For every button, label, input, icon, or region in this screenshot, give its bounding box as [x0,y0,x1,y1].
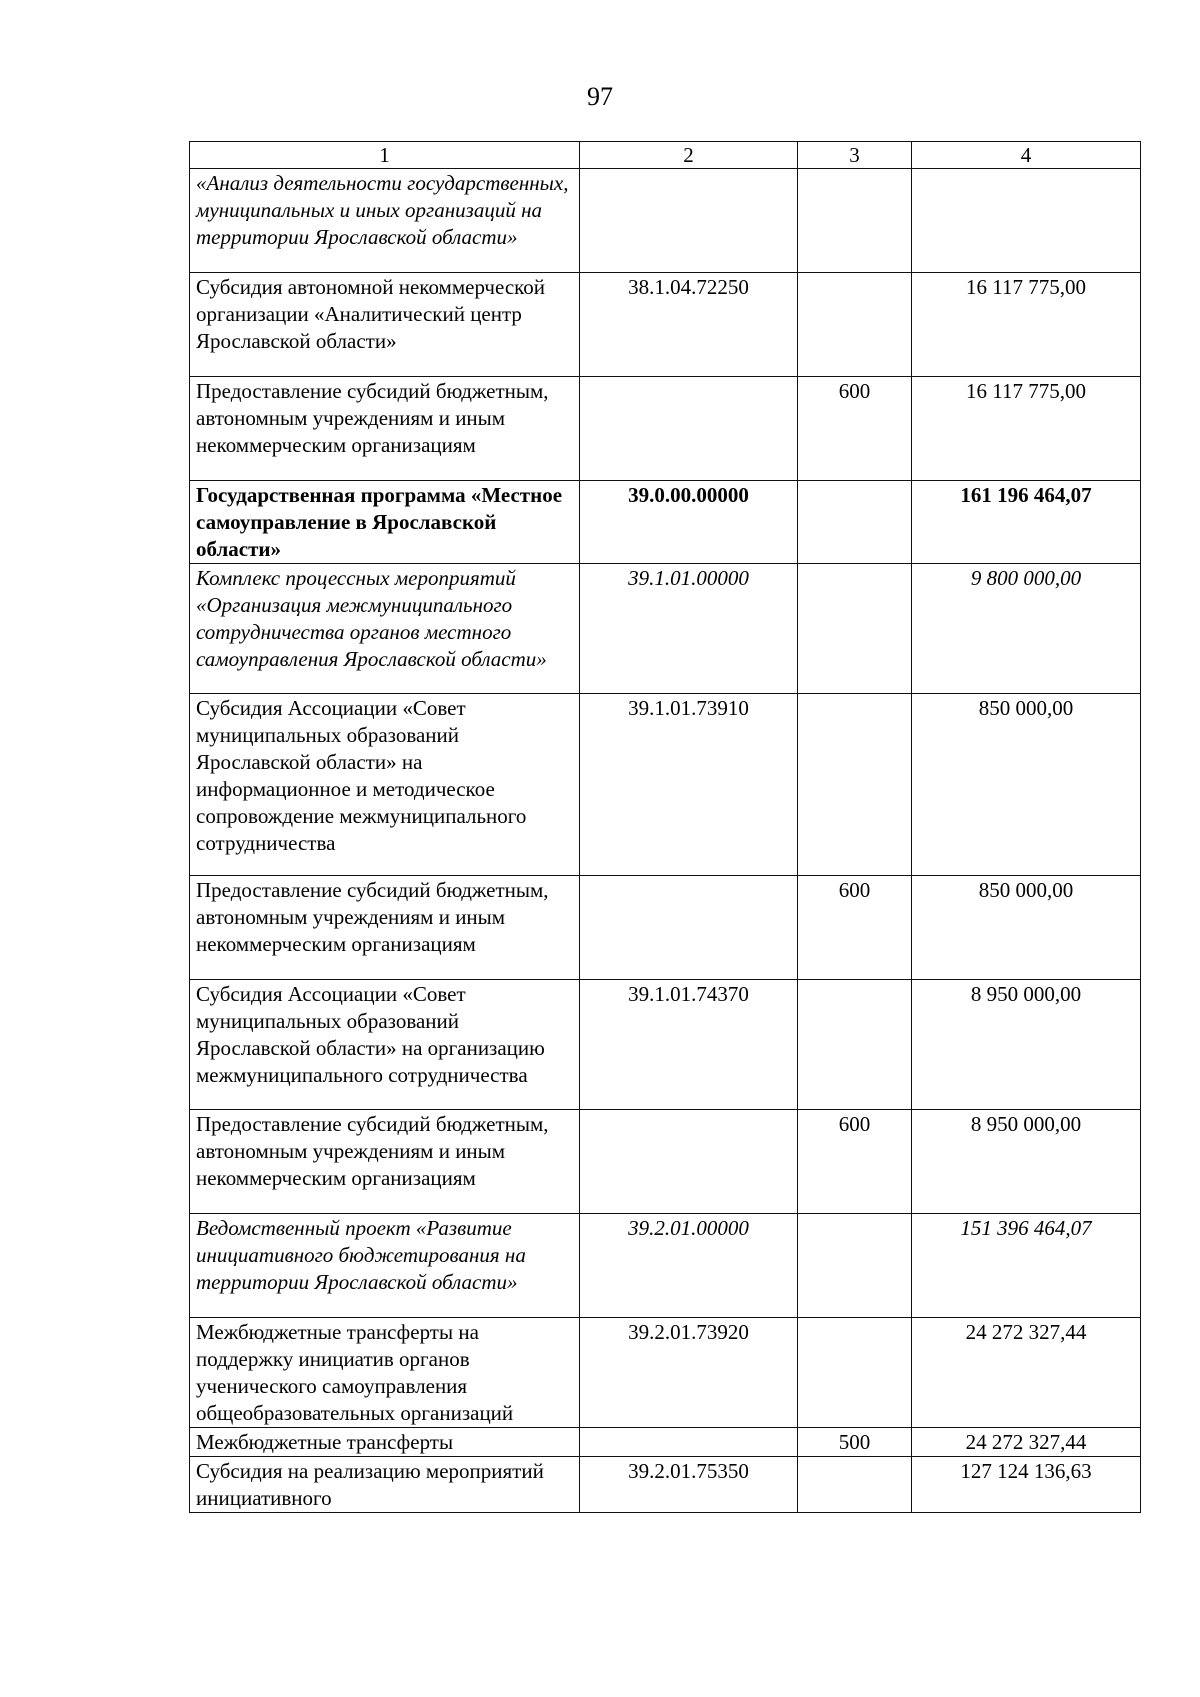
row-name-cell: Межбюджетные трансферты [190,1428,580,1457]
row-name-cell: Комплекс процессных мероприятий «Организация межмуниципального сотрудничества органов местного самоуправления Ярославской области» [190,564,580,694]
row-code-cell: 38.1.04.72250 [580,273,798,377]
table-row [190,1110,1141,1214]
table-row [190,1457,1141,1513]
table-body [190,169,1141,1513]
table-row [190,273,1141,377]
row-code-cell [580,377,798,481]
row-sum-cell: 161 196 464,07 [912,481,1141,564]
table-row [190,980,1141,1110]
row-type-cell [798,694,912,876]
row-code-cell: 39.0.00.00000 [580,481,798,564]
row-code-cell [580,876,798,980]
row-sum-cell: 850 000,00 [912,694,1141,876]
row-type-cell [798,1457,912,1513]
row-type-cell [798,481,912,564]
table-row [190,1318,1141,1428]
table-row [190,169,1141,273]
row-sum-cell: 24 272 327,44 [912,1318,1141,1428]
page-number: 97 [587,82,613,111]
row-sum-cell: 9 800 000,00 [912,564,1141,694]
row-type-cell [798,1214,912,1318]
row-type-cell: 600 [798,876,912,980]
row-name-cell: Предоставление субсидий бюджетным, автономным учреждениям и иным некоммерческим организациям [190,876,580,980]
row-name-cell: Межбюджетные трансферты на поддержку инициатив органов ученического самоуправления общеобразовательных организаций [190,1318,580,1428]
row-name-cell: Субсидия Ассоциации «Совет муниципальных образований Ярославской области» на организацию межмуниципального сотрудничества [190,980,580,1110]
row-name-cell: Государственная программа «Местное самоуправление в Ярославской области» [190,481,580,564]
row-name-cell: Субсидия Ассоциации «Совет муниципальных образований Ярославской области» на информационное и методическое сопровождение межмуниципального сотрудничества [190,694,580,876]
table-row [190,564,1141,694]
row-code-cell [580,169,798,273]
row-name-cell: Предоставление субсидий бюджетным, автономным учреждениям и иным некоммерческим организациям [190,1110,580,1214]
row-sum-cell [912,169,1141,273]
row-type-cell: 500 [798,1428,912,1457]
table-row [190,1214,1141,1318]
table-row [190,694,1141,876]
table-row [190,876,1141,980]
row-type-cell: 600 [798,1110,912,1214]
row-code-cell: 39.1.01.74370 [580,980,798,1110]
row-name-cell: «Анализ деятельности государственных, муниципальных и иных организаций на территории Ярославской области» [190,169,580,273]
row-type-cell [798,169,912,273]
row-sum-cell: 8 950 000,00 [912,980,1141,1110]
table-row [190,377,1141,481]
row-type-cell [798,980,912,1110]
row-type-cell [798,564,912,694]
row-type-cell: 600 [798,377,912,481]
row-code-cell [580,1428,798,1457]
row-code-cell: 39.2.01.00000 [580,1214,798,1318]
row-code-cell: 39.1.01.00000 [580,564,798,694]
budget-table [189,141,1141,1513]
row-sum-cell: 850 000,00 [912,876,1141,980]
table-row [190,481,1141,564]
row-name-cell: Субсидия автономной некоммерческой организации «Аналитический центр Ярославской области» [190,273,580,377]
table-header-row [190,142,1141,169]
table-row [190,1428,1141,1457]
row-name-cell: Ведомственный проект «Развитие инициативного бюджетирования на территории Ярославской области» [190,1214,580,1318]
column-header-3: 3 [798,142,912,169]
row-type-cell [798,273,912,377]
row-code-cell: 39.2.01.75350 [580,1457,798,1513]
row-type-cell [798,1318,912,1428]
row-code-cell: 39.2.01.73920 [580,1318,798,1428]
row-sum-cell: 24 272 327,44 [912,1428,1141,1457]
row-sum-cell: 151 396 464,07 [912,1214,1141,1318]
row-sum-cell: 16 117 775,00 [912,273,1141,377]
row-sum-cell: 16 117 775,00 [912,377,1141,481]
column-header-1: 1 [190,142,580,169]
row-sum-cell: 127 124 136,63 [912,1457,1141,1513]
row-name-cell: Предоставление субсидий бюджетным, автономным учреждениям и иным некоммерческим организациям [190,377,580,481]
row-code-cell: 39.1.01.73910 [580,694,798,876]
column-header-2: 2 [580,142,798,169]
column-header-4: 4 [912,142,1141,169]
row-sum-cell: 8 950 000,00 [912,1110,1141,1214]
row-name-cell: Субсидия на реализацию мероприятий инициативного [190,1457,580,1513]
row-code-cell [580,1110,798,1214]
